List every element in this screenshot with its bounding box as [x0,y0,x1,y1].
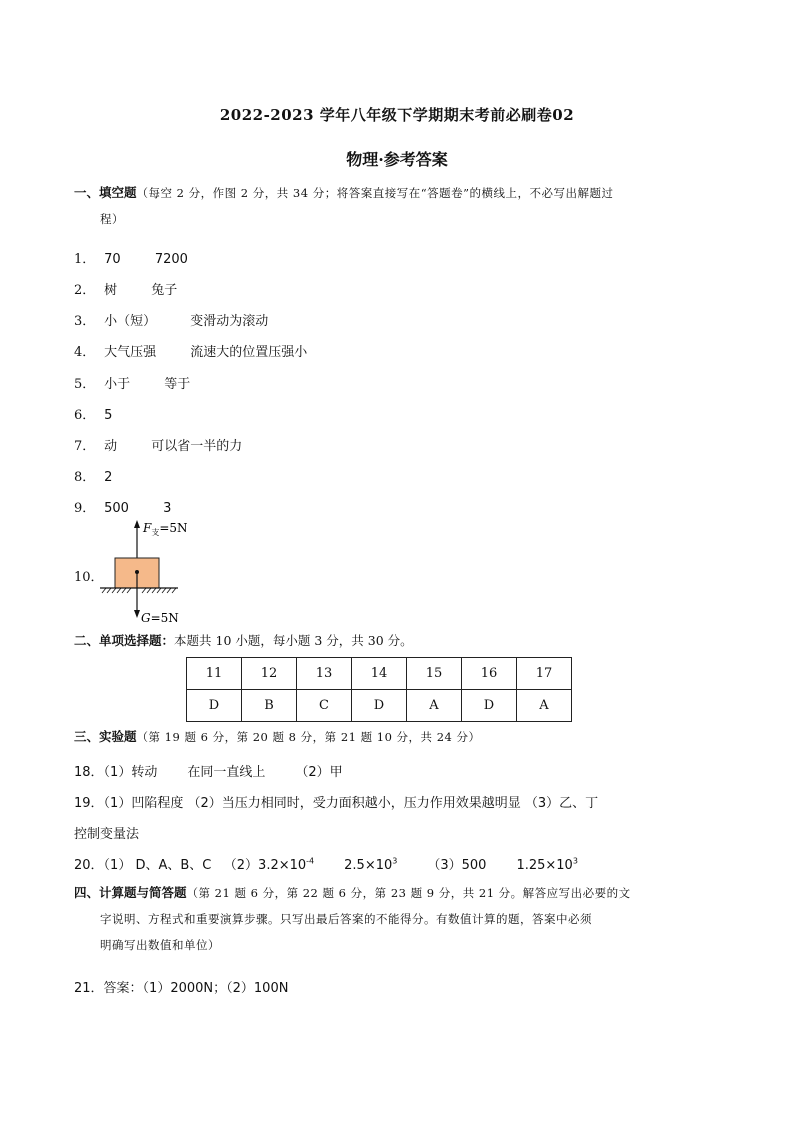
answer-a: 动 [104,439,118,454]
answer-b: 可以省一半的力 [151,439,243,454]
section-note: （第 21 题 6 分，第 22 题 6 分，第 23 题 9 分，共 21 分。解答应写出必要的文 [186,886,631,900]
answer-a: 大气压强 [104,345,157,360]
fill-answer-4 [74,341,307,360]
answer-b: 7200 [154,252,188,267]
answer-a: 5 [104,408,113,423]
answer-exponent: 3 [572,856,578,866]
table-cell: 13 [297,658,352,690]
answer-exponent: -4 [306,856,315,866]
fill-answer-5 [74,373,190,392]
fill-answer-7 [74,435,242,454]
section-heading: 四、计算题与简答题 [74,885,187,900]
section-heading: 三、实验题 [74,729,137,744]
answer-part: （2）甲 [295,765,343,780]
table-cell: 15 [407,658,462,690]
fill-answer-3 [74,310,268,329]
section-note: （第 19 题 6 分，第 20 题 8 分，第 21 题 10 分，共 24 分） [136,730,481,744]
answer-text: 控制变量法 [74,827,140,842]
answer-part: （3）500 [427,858,487,873]
answer-21 [74,977,288,996]
fill-answer-6 [74,404,112,423]
table-cell: C [297,690,352,722]
table-cell: D [352,690,407,722]
answer-b: 兔子 [151,283,178,298]
answer-part: （1）转动 [103,765,158,780]
question-number: 3． [74,314,96,329]
section-note: （每空 2 分，作图 2 分，共 34 分；将答案直接写在“答题卷”的横线上，不必写出解题过 [136,186,614,200]
page-subtitle: 物理·参考答案 [346,150,448,169]
question-number: 9． [74,501,96,516]
table-row-numbers [187,658,572,690]
question-number: 1． [74,252,96,267]
answer-20 [74,854,578,873]
answer-part: （1） D、A、B、C [103,858,212,873]
answer-b: 变滑动为滚动 [190,314,269,329]
answer-a: 500 [104,501,129,516]
answer-b: 流速大的位置压强小 [190,345,308,360]
section-note: 本题共 10 小题，每小题 3 分，共 30 分。 [174,633,413,648]
table-cell: B [242,690,297,722]
answer-19 [74,792,598,811]
table-cell: D [462,690,517,722]
section-multiple-choice [74,628,413,654]
question-number: 21． [74,981,104,996]
table-cell: 12 [242,658,297,690]
force-diagram [96,516,206,626]
answer-text: 答案：（1）2000N；（2）100N [103,981,289,996]
answer-19-continued [74,823,139,842]
page-title: 2022-2023 学年八年级下学期期末考前必刷卷02 [219,106,575,124]
answer-value: 3.2×10 [258,858,307,873]
section-heading: 一、填空题 [74,185,137,200]
table-cell: D [187,690,242,722]
question-number: 20． [74,858,104,873]
table-cell: 11 [187,658,242,690]
support-force-arrowhead [134,520,140,528]
question-number: 5． [74,377,96,392]
answer-exponent: 3 [392,856,398,866]
section-calculation [74,880,631,958]
fill-answer-1 [74,248,188,267]
question-number: 18． [74,765,104,780]
section-note-continued: 字说明、方程式和重要演算步骤。只写出最后答案的不能得分。有数值计算的题，答案中必须 [100,912,592,926]
answer-part: 在同一直线上 [187,765,266,780]
table-cell: A [517,690,572,722]
answer-a: 小于 [104,377,131,392]
question-number: 8． [74,470,96,485]
answer-text: （1）凹陷程度 （2）当压力相同时，受力面积越小，压力作用效果越明显 （3）乙、丁 [103,796,599,811]
table-cell: 16 [462,658,517,690]
fill-answer-2 [74,279,177,298]
answer-a: 70 [104,252,121,267]
table-cell: A [407,690,462,722]
fill-answer-8 [74,466,112,485]
question-number: 7． [74,439,96,454]
support-force-label: $F_支=5N$ [143,521,188,537]
section-fill-in [74,180,613,232]
question-number: 19． [74,796,104,811]
gravity-arrowhead [134,610,140,618]
answer-b: 3 [163,501,172,516]
ground-hatching [102,588,176,593]
table-cell: 17 [517,658,572,690]
answer-a: 树 [104,283,118,298]
section-experiment [74,724,481,750]
answer-value: 2.5×10 [344,858,393,873]
table-row-answers [187,690,572,722]
gravity-label: G=5N [141,611,179,625]
multiple-choice-answer-table [186,657,572,722]
answer-value: 1.25×10 [516,858,573,873]
section-heading: 二、单项选择题： [74,633,175,648]
section-note-continued: 程） [100,212,124,226]
section-note-continued: 明确写出数值和单位） [100,938,220,952]
answer-a: 小（短） [104,314,157,329]
answer-part: （2） [223,858,259,873]
question-number: 2． [74,283,96,298]
table-cell: 14 [352,658,407,690]
question-number: 6． [74,408,96,423]
question-10-number: 10． [74,570,104,585]
question-number: 4． [74,345,96,360]
answer-18 [74,761,343,780]
answer-b: 等于 [164,377,191,392]
fill-answer-9 [74,497,171,516]
answer-a: 2 [104,470,113,485]
